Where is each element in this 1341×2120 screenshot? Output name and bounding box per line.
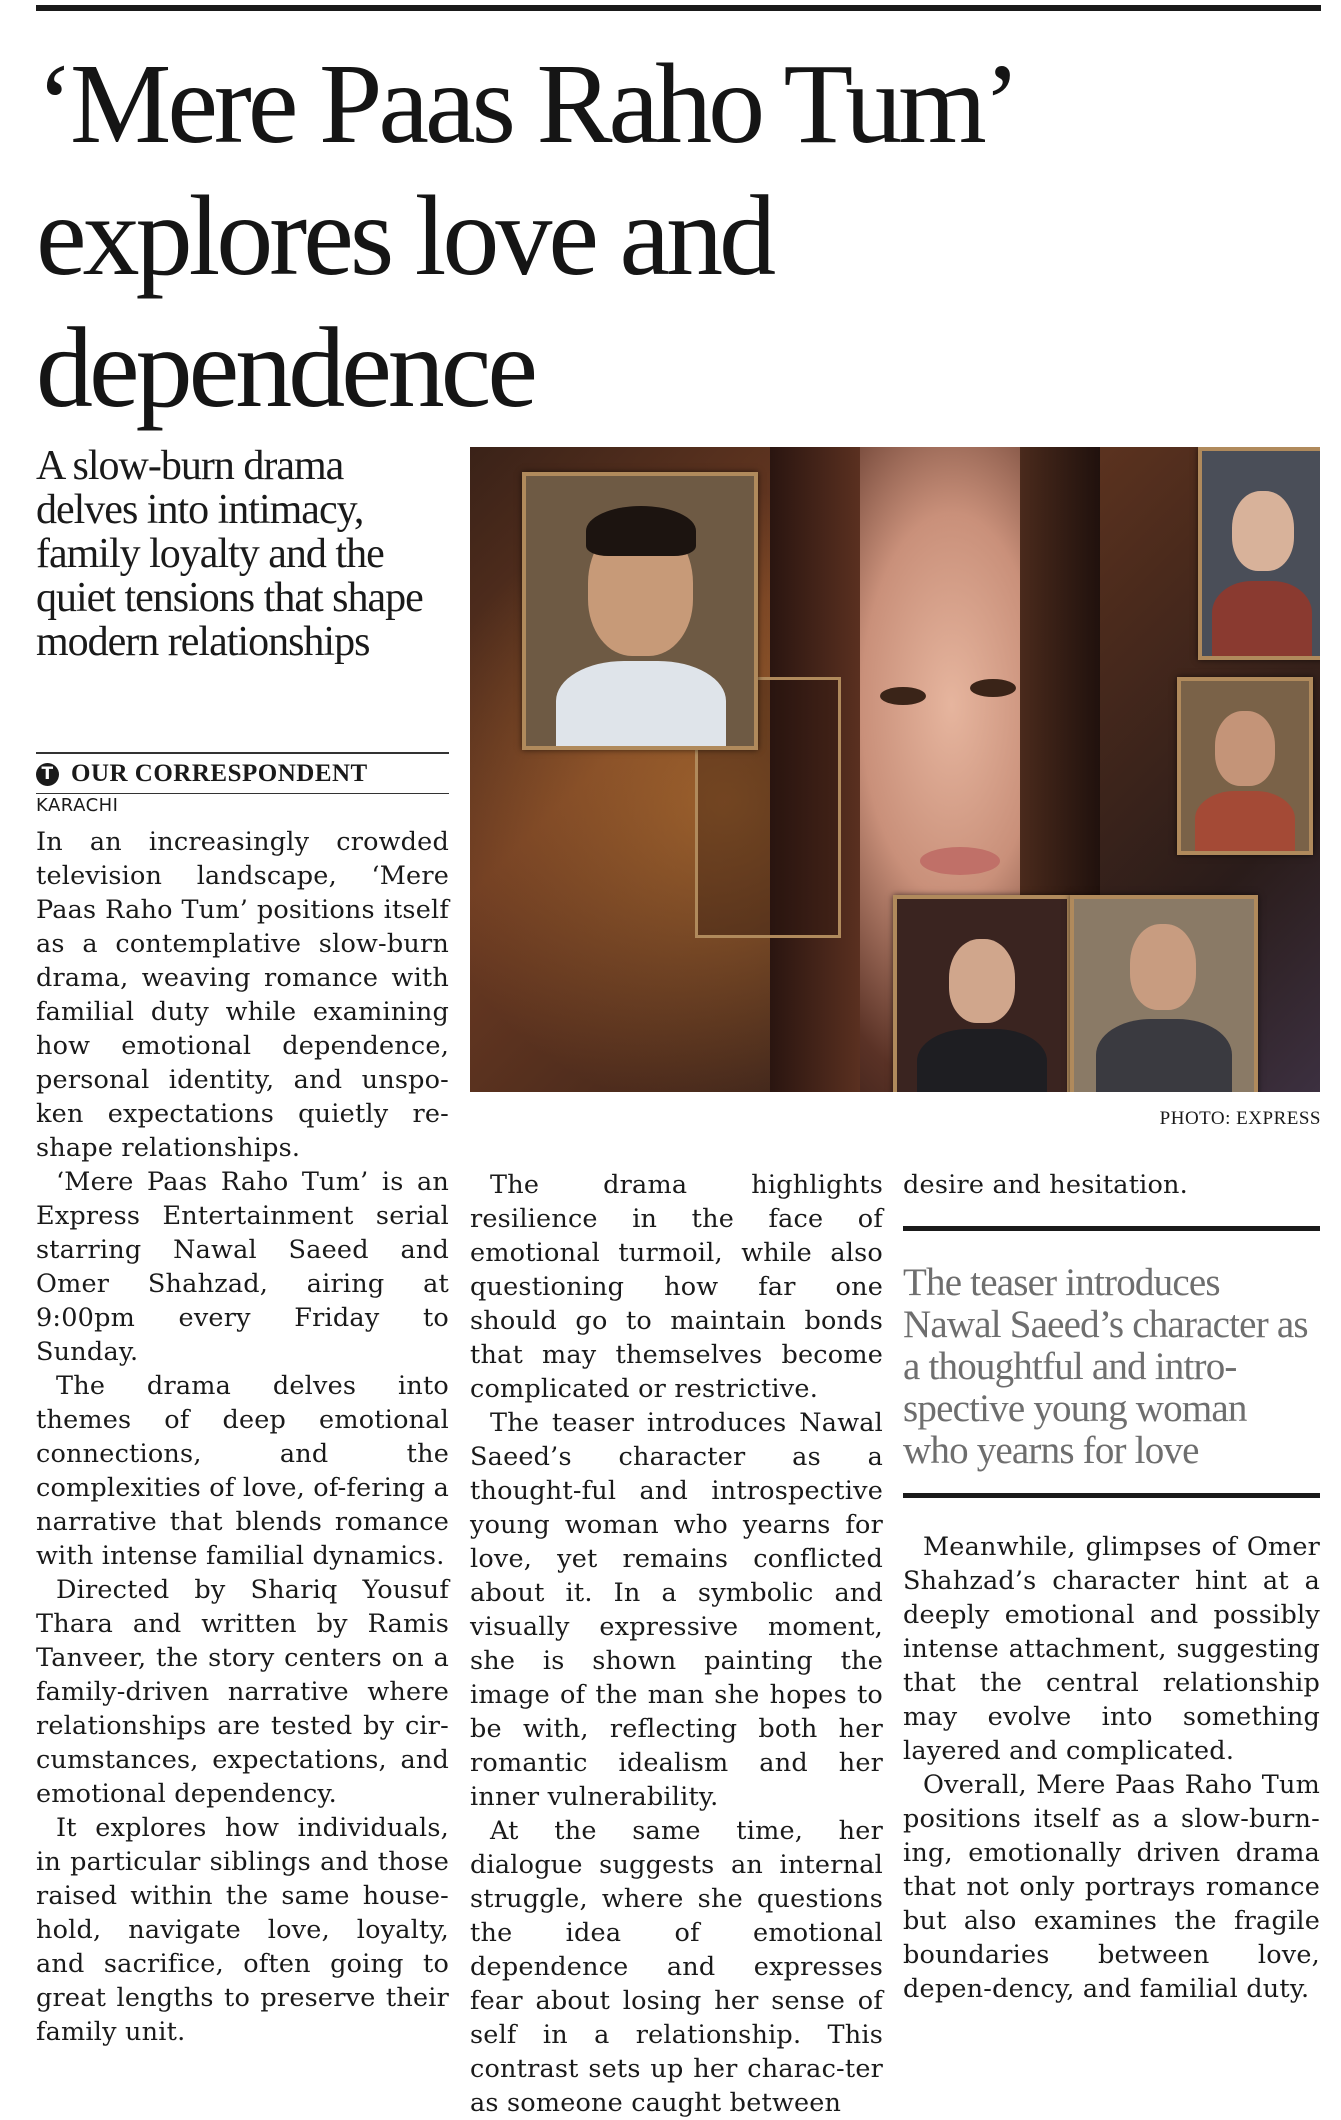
tribune-logo-icon: T (36, 763, 59, 786)
portrait-frame-woman-1 (1198, 447, 1320, 660)
byline-rule (36, 752, 449, 754)
paragraph: desire and hesitation. (903, 1170, 1188, 1200)
paragraph: It explores how individuals, in particular siblings and those raised within the same house-hold, navigate love, loyalty, and sacrifice, often going to great lengths to preserve their family unit. (36, 1813, 449, 2047)
article-column-3-top (903, 1168, 1320, 1202)
byline-text: OUR CORRESPONDENT (71, 760, 368, 787)
paragraph: Directed by Shariq Yousuf Thara and written by Ramis Tanveer, the story centers on a family-driven narrative where relationships are tested by cir-cumstances, expectations, and emotional dependency. (36, 1575, 449, 1809)
portrait-frame-man-1 (522, 472, 758, 750)
pullquote-rule (903, 1226, 1320, 1231)
byline (36, 758, 449, 790)
paragraph: Meanwhile, glimpses of Omer Shahzad’s character hint at a deeply emotional and possibly intense attachment, suggesting that the central relationship may evolve into something layered and complicated. (903, 1532, 1320, 1766)
lips (920, 847, 1000, 875)
paragraph: ‘Mere Paas Raho Tum’ is an Express Entertainment serial starring Nawal Saeed and Omer Shahzad, airing at 9:00pm every Friday to Sunday. (36, 1167, 449, 1367)
photo-credit: PHOTO: EXPRESS (1159, 1108, 1321, 1129)
headline: ‘Mere Paas Raho Tum’ explores love and dependence (36, 40, 1009, 431)
paragraph: In an increasingly crowded television landscape, ‘Mere Paas Raho Tum’ positions itself as a contemplative slow-burn drama, weaving romance with familial duty while examining how emotional dependence, personal identity, and unspo-ken expectations quietly re-shape relationships. (36, 827, 449, 1163)
portrait-frame-man-3 (1070, 895, 1258, 1092)
paragraph: At the same time, her dialogue suggests an internal struggle, where she questions the idea of emotional dependence and expresses fear about losing her sense of self in a relationship. This contrast sets up her charac-ter as someone caught between (470, 1816, 883, 2118)
paragraph: Overall, Mere Paas Raho Tum positions itself as a slow-burn-ing, emotionally driven drama that not only portrays romance but also examines the fragile boundaries between love, depen-dency, and familial duty. (903, 1770, 1320, 2004)
top-rule (36, 5, 1321, 11)
eye (970, 679, 1016, 697)
pullquote: The teaser introduces Nawal Saeed’s character as a thoughtful and intro-spective young woman who yearns for love (903, 1261, 1308, 1472)
portrait-frame-man-2 (1177, 677, 1313, 855)
article-column-1 (36, 825, 449, 2049)
portrait-frame-woman-2 (893, 895, 1071, 1092)
drama-poster-photo (470, 447, 1320, 1092)
article-column-2 (470, 1168, 883, 2120)
pullquote-rule (903, 1493, 1320, 1498)
eye (880, 687, 926, 705)
paragraph: The drama delves into themes of deep emotional connections, and the complexities of love, of-fering a narrative that blends romance with intense familial dynamics. (36, 1371, 449, 1571)
paragraph: The drama highlights resilience in the face of emotional turmoil, while also questioning how far one should go to maintain bonds that may themselves become complicated or restrictive. (470, 1170, 883, 1404)
article-column-3 (903, 1530, 1320, 2006)
standfirst: A slow-burn drama delves into intimacy, family loyalty and the quiet tensions that shape modern relationships (36, 443, 423, 665)
dateline: KARACHI (36, 795, 119, 816)
paragraph: The teaser introduces Nawal Saeed’s character as a thought-ful and introspective young woman who yearns for love, yet remains conflicted about it. In a symbolic and visually expressive moment, she is shown painting the image of the man she hopes to be with, reflecting both her romantic idealism and her inner vulnerability. (470, 1408, 883, 1812)
